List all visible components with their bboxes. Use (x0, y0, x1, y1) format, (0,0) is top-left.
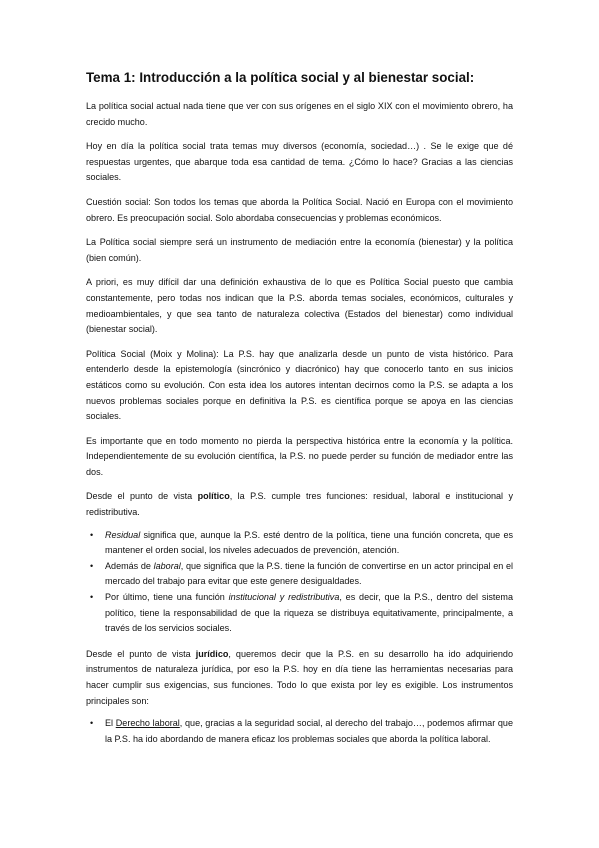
functions-list (86, 528, 513, 637)
bullet-icon: • (90, 592, 94, 603)
institucional-pre: Por último, tiene una función (105, 592, 229, 603)
paragraph-origins: La política social actual nada tiene que ver con sus orígenes en el siglo XIX con el movimiento obrero, ha crecido mucho. (86, 101, 513, 127)
laboral-text: , que significa que la P.S. tiene la función de convertirse en un actor principal en el mercado del trabajo para evitar que este genere desigualdades. (105, 560, 513, 587)
legal-view-bold: jurídico (195, 648, 229, 659)
list-item-derecho-laboral (86, 716, 513, 747)
laboral-term: laboral (153, 560, 181, 571)
residual-text: significa que, aunque la P.S. esté dentro de la política, tiene una función concreta, que es mantener el orden social, los niveles adecuados de prevención, atención. (105, 529, 513, 556)
political-view-pre: Desde el punto de vista (86, 491, 198, 502)
legal-view-pre: Desde el punto de vista (86, 648, 196, 659)
derecho-laboral-pre: El (105, 718, 116, 729)
page-title: Tema 1: Introducción a la política social y al bienestar social: (86, 70, 475, 85)
paragraph-mediation: La Política social siempre será un instrumento de mediación entre la economía (bienestar) y la política (bien común). (86, 237, 513, 263)
bullet-icon: • (90, 529, 94, 540)
institucional-term: institucional y redistributiva (228, 592, 340, 603)
list-item-institucional (86, 590, 513, 637)
paragraph-current-themes: Hoy en día la política social trata temas muy diversos (economía, sociedad…) . Se le exige que dé respuestas urgentes, que abarque toda esa cantidad de tema. ¿Cómo lo hace? Gracias a las ciencias sociales. (86, 141, 513, 183)
list-item-laboral (86, 559, 513, 590)
political-view-bold: político (197, 491, 230, 502)
list-item-residual (86, 528, 513, 559)
instruments-list (86, 716, 513, 747)
paragraph-moix-molina: Política Social (Moix y Molina): La P.S. hay que analizarla desde un punto de vista histórico. Para entenderlo desde la epistemología (sincrónico y diacrónico) hay que conocerlo tanto en sus inicios estáticos como su evolución. Con esta idea los autores intentan decirnos como la P.S. se adapta a los nuevos problemas sociales porque en definitiva la P.S. es científica porque se apoya en las ciencias sociales. (86, 348, 513, 422)
paragraph-political-view (86, 489, 513, 520)
residual-term: Residual (105, 529, 141, 540)
laboral-pre: Además de (105, 560, 154, 571)
bullet-icon: • (90, 560, 94, 571)
derecho-laboral-text: , que, gracias a la seguridad social, al derecho del trabajo…, podemos afirmar que la P.S. ha ido abordando de manera eficaz los problemas sociales que aborda la política laboral. (105, 718, 513, 744)
paragraph-social-question: Cuestión social: Son todos los temas que aborda la Política Social. Nació en Europa con el movimiento obrero. Es preocupación social. Solo abordaba consecuencias y problemas económicos. (86, 196, 513, 223)
paragraph-definition: A priori, es muy difícil dar una definición exhaustiva de lo que es Política Social puesto que cambia constantemente, pero todas nos indican que la P.S. aborda temas sociales, económicos, culturales y medioambientales, y que sea tanto de naturaleza colectiva (Estados del bienestar) como individual (bienestar social). (86, 277, 513, 335)
legal-view-post: , queremos decir que la P.S. en su desarrollo ha ido adquiriendo instrumentos de naturaleza jurídica, por eso la P.S. hoy en día tiene las herramientas necesarias para hacer cumplir sus exigencias, sus funciones. Todo lo que exista por ley es exigible. Los instrumentos principales son: (86, 648, 513, 706)
paragraph-legal-view (86, 647, 513, 709)
political-view-post: , la P.S. cumple tres funciones: residual, laboral e institucional y redistributiva. (86, 491, 513, 518)
derecho-laboral-term: Derecho laboral (115, 718, 180, 729)
bullet-icon: • (90, 718, 94, 729)
paragraph-historical-perspective: Es importante que en todo momento no pierda la perspectiva histórica entre la economía y la política. Independientemente de su evolución científica, la P.S. no puede perder su función de mediador entre las dos. (86, 435, 513, 477)
institucional-text: , es decir, que la P.S., dentro del sistema político, tiene la responsabilidad de que la riqueza se distribuya equitativamente, principalmente, a través de los servicios sociales. (105, 592, 513, 634)
